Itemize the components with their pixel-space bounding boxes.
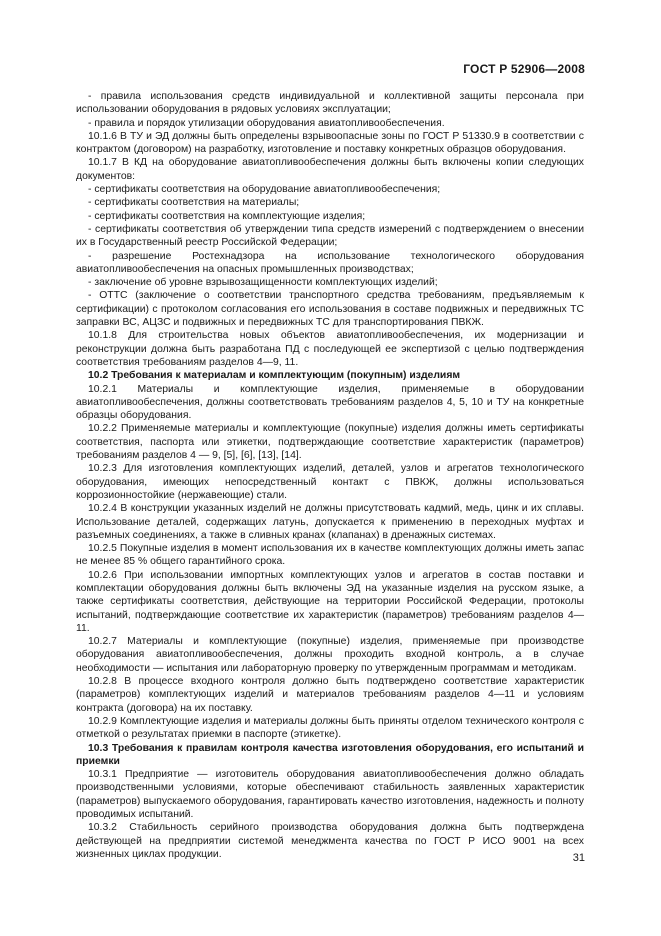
document-body: [76, 90, 584, 861]
paragraph: 10.2.5 Покупные изделия в момент использования их в качестве комплектующих должны иметь запас не менее 85 % общего гарантийного срока.: [76, 543, 584, 568]
document-id: ГОСТ Р 52906—2008: [463, 62, 585, 76]
list-item: - сертификаты соответствия на оборудование авиатопливообеспечения;: [88, 184, 441, 196]
paragraph: 10.2.1 Материалы и комплектующие изделия, применяемые в оборудовании авиатопливообеспечения, должны соответствовать требованиям разделов 4, 5, 10 и ТУ на конкретные образцы оборудования.: [76, 383, 584, 422]
paragraph: 10.2.2 Применяемые материалы и комплектующие (покупные) изделия должны иметь сертификаты соответствия, паспорта или этикетки, подтверждающие соответствие характеристик (параметров) требованиям разделов 4 — 9, [5], [6], [13], [14].: [76, 423, 584, 462]
list-item: - ОТТС (заключение о соответствии транспортного средства требованиям, предъявляемым к сертификации) с протоколом согласования его использования в составе подвижных и передвижных ТС заправки ВС, АЦЗС и подвижных и передвижных ТС для транспортирования ПВКЖ.: [76, 290, 584, 329]
paragraph: - правила и порядок утилизации оборудования авиатопливообеспечения.: [88, 117, 445, 129]
paragraph: 10.3.2 Стабильность серийного производства оборудования должна быть подтверждена действующей на предприятии системой менеджмента качества по ГОСТ Р ИСО 9001 на всех жизненных циклах продукции.: [76, 822, 584, 860]
paragraph: - правила использования средств индивидуальной и коллективной защиты персонала при использовании оборудования в рядовых условиях эксплуатации;: [76, 91, 584, 116]
list-item: - сертификаты соответствия на материалы;: [88, 197, 300, 209]
list-item: - заключение об уровне взрывозащищенности комплектующих изделий;: [88, 277, 438, 289]
paragraph: 10.3.1 Предприятие — изготовитель оборудования авиатопливообеспечения должно обладать производственными условиями, которые обеспечивают стабильность заявленных характеристик (параметров) выпускаемого оборудования, гарантировать качество изготовления, надежность и полноту проводимых испытаний.: [76, 769, 584, 821]
paragraph: 10.1.6 В ТУ и ЭД должны быть определены взрывоопасные зоны по ГОСТ Р 51330.9 в соответствии с контрактом (договором) на разработку, изготовление и поставку конкретных образцов оборудования.: [76, 130, 584, 156]
paragraph: 10.2.3 Для изготовления комплектующих изделий, деталей, узлов и агрегатов технологического оборудования, имеющих непосредственный контакт с ПВКЖ, должны использоваться коррозионностойкие (нержавеющие) стали.: [76, 463, 584, 501]
paragraph: 10.2.4 В конструкции указанных изделий не должны присутствовать кадмий, медь, цинк и их сплавы. Использование деталей, содержащих латунь, допускается к применению в переходных муфтах и разъемных соединениях, а также в сливных кранах (клапанах) в дренажных системах.: [76, 503, 584, 541]
paragraph: 10.2.7 Материалы и комплектующие (покупные) изделия, применяемые при производстве оборудования авиатопливообеспечения, должны проходить входной контроль, а в случае необходимости — испытания или лабораторную проверку по утвержденным программам и методикам.: [76, 636, 584, 674]
paragraph: 10.1.8 Для строительства новых объектов авиатопливообеспечения, их модернизации и реконструкции должна быть разработана ПД с последующей ее экспертизой с целью подтверждения соответствия требованиям разделов 4—9, 11.: [76, 330, 584, 368]
paragraph: 10.1.7 В КД на оборудование авиатопливообеспечения должны быть включены копии следующих документов:: [76, 157, 584, 182]
paragraph: 10.2.6 При использовании импортных комплектующих узлов и агрегатов в состав поставки и комплектации оборудования должны быть включены ЭД на указанные изделия на русском языке, а также сертификаты соответствия, действующие на территории Российской Федерации, протоколы испытаний, подтверждающие соответствие их характеристик (параметров) требованиям разделов 4—11.: [76, 569, 584, 634]
section-heading: 10.2 Требования к материалам и комплектующим (покупным) изделиям: [88, 370, 461, 382]
paragraph: 10.2.9 Комплектующие изделия и материалы должны быть приняты отделом технического контроля с отметкой о результатах приемки в паспорте (этикетке).: [76, 715, 584, 741]
paragraph: 10.2.8 В процессе входного контроля должно быть подтверждено соответствие характеристик (параметров) комплектующих изделий и материалов требованиям разделов 4—11 и условиям контракта (договора) на их поставку.: [76, 676, 584, 714]
list-item: - сертификаты соответствия об утверждении типа средств измерений с подтверждением о внесении их в Государственный реестр Российской Федерации;: [76, 223, 584, 249]
list-item: - разрешение Ростехнадзора на использование технологического оборудования авиатопливообеспечения на опасных промышленных производствах;: [76, 250, 584, 275]
list-item: - сертификаты соответствия на комплектующие изделия;: [88, 210, 366, 222]
section-heading: 10.3 Требования к правилам контроля качества изготовления оборудования, его испытаний и приемки: [76, 742, 584, 767]
page-number: 31: [572, 852, 585, 864]
